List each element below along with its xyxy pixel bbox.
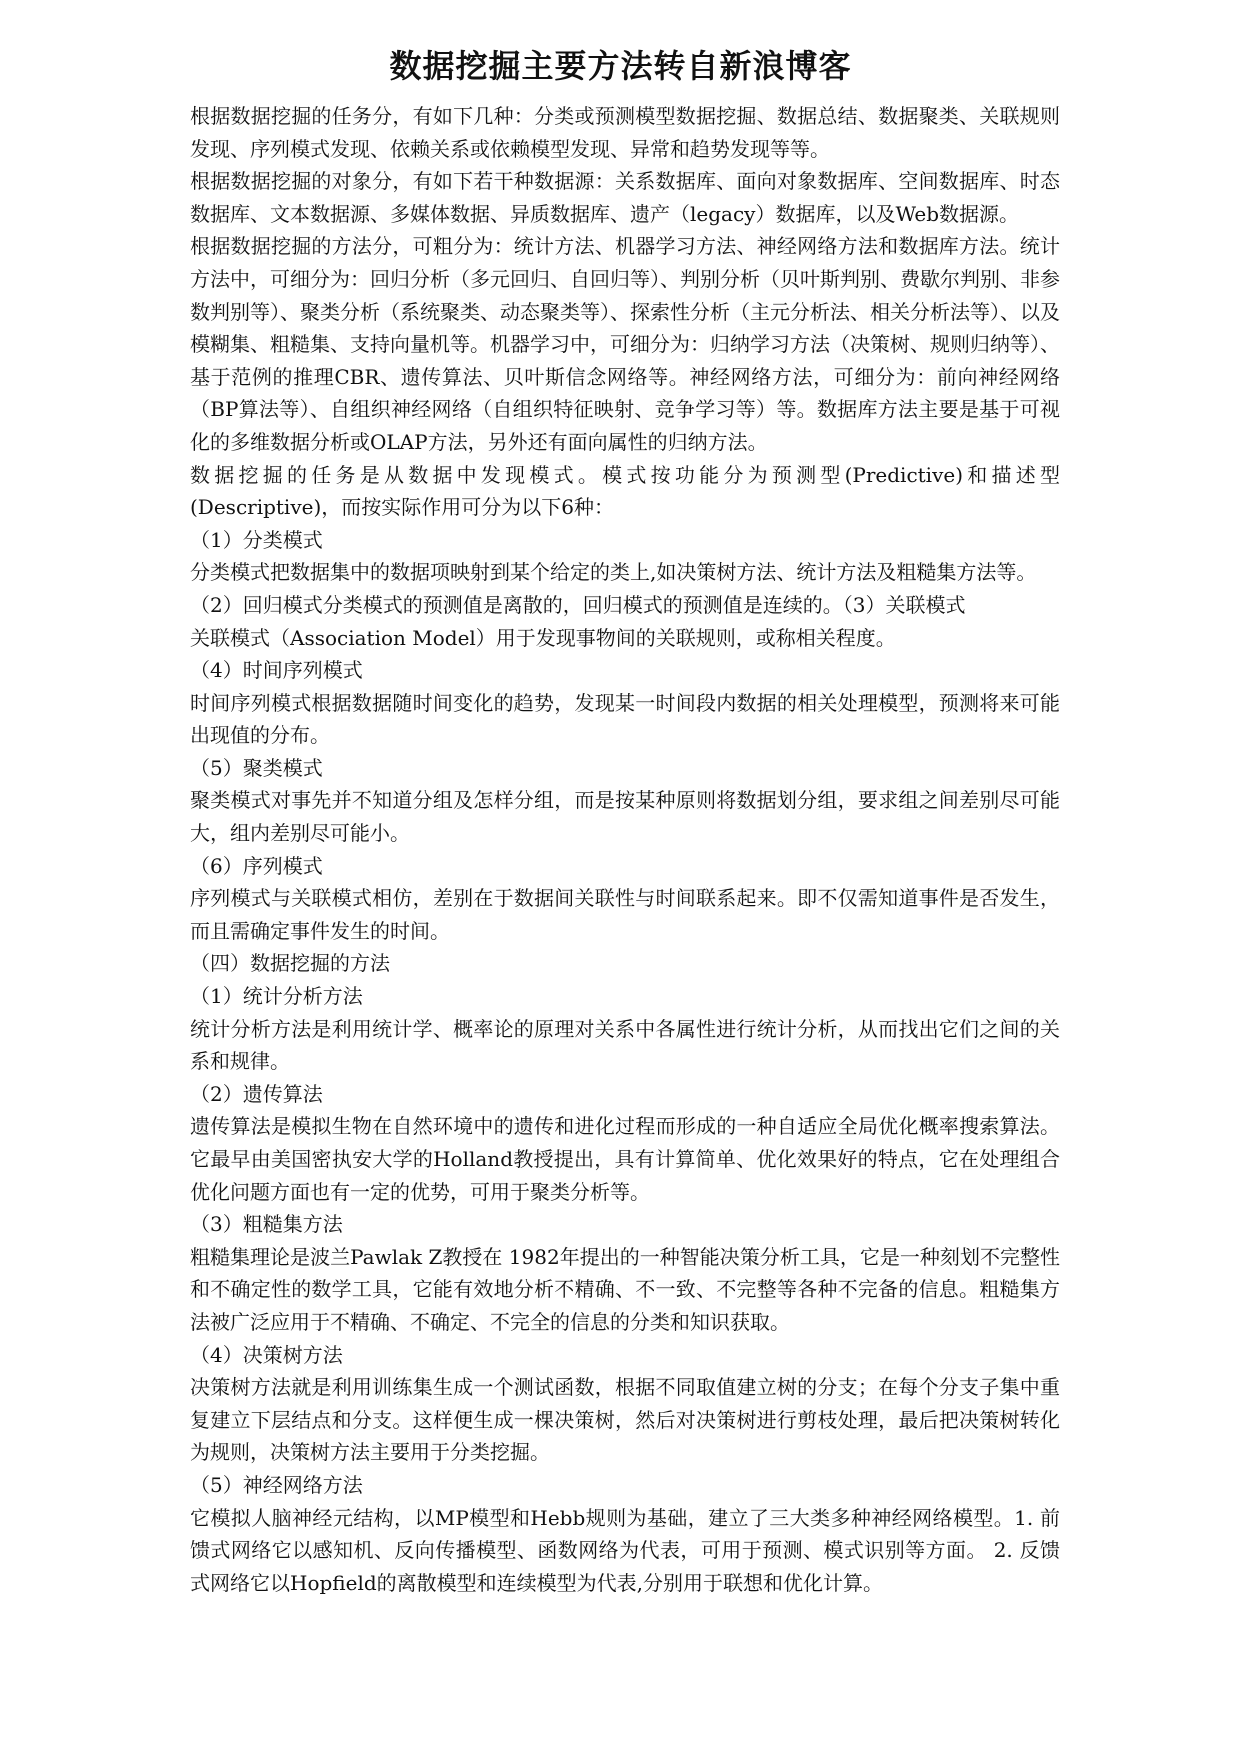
section-heading: （四）数据挖掘的方法 [190,951,390,976]
section-heading: （5）神经网络方法 [190,1472,363,1497]
paragraph-time-series-pattern: 时间序列模式根据数据随时间变化的趋势，发现某一时间段内数据的相关处理模型，预测将来可能出现值的分布。 [190,690,1060,748]
document-title: 数据挖掘主要方法转自新浪博客 [389,47,852,85]
paragraph-data-sources: 根据数据挖掘的对象分，有如下若干种数据源：关系数据库、面向对象数据库、空间数据库、时态数据库、文本数据源、多媒体数据、异质数据库、遗产（legacy）数据库，以及Web数据源。 [190,169,1060,226]
paragraph-statistical-analysis: 统计分析方法是利用统计学、概率论的原理对关系中各属性进行统计分析，从而找出它们之间的关系和规律。 [190,1016,1060,1074]
paragraph-classification-pattern: 分类模式把数据集中的数据项映射到某个给定的类上,如决策树方法、统计方法及粗糙集方法等。 [190,560,1037,585]
paragraph-clustering-pattern: 聚类模式对事先并不知道分组及怎样分组，而是按某种原则将数据划分组，要求组之间差别尽可能大，组内差别尽可能小。 [190,788,1060,846]
paragraph-task-classification: 根据数据挖掘的任务分，有如下几种：分类或预测模型数据挖掘、数据总结、数据聚类、关联规则发现、序列模式发现、依赖关系或依赖模型发现、异常和趋势发现等等。 [190,104,1060,161]
section-heading: （4）决策树方法 [190,1342,343,1367]
section-heading: （6）序列模式 [190,853,323,878]
paragraph-decision-tree: 决策树方法就是利用训练集生成一个测试函数，根据不同取值建立树的分支；在每个分支子集中重复建立下层结点和分支。这样便生成一棵决策树，然后对决策树进行剪枝处理，最后把决策树转化为规则，决策树方法主要用于分类挖掘。 [190,1375,1060,1465]
section-heading: （1）统计分析方法 [190,984,363,1009]
paragraph-neural-network: 它模拟人脑神经元结构，以MP模型和Hebb规则为基础，建立了三大类多种神经网络模型。1. 前馈式网络它以感知机、反向传播模型、函数网络为代表，可用于预测、模式识别等方面。 2. 反馈式网络它以Hopfield的离散模型和连续模型为代表,分别用于联想和优化计算。 [190,1505,1060,1595]
paragraph-sequence-pattern: 序列模式与关联模式相仿，差别在于数据间关联性与时间联系起来。即不仅需知道事件是否发生，而且需确定事件发生的时间。 [190,886,1060,943]
section-heading: （3）粗糙集方法 [190,1212,343,1237]
paragraph-association-pattern: 关联模式（Association Model）用于发现事物间的关联规则，或称相关程度。 [190,625,896,650]
paragraph-rough-set: 粗糙集理论是波兰Pawlak Z教授在 1982年提出的一种智能决策分析工具，它是一种刻划不完整性和不确定性的数学工具，它能有效地分析不精确、不一致、不完整等各种不完备的信息。粗糙集方法被广泛应用于不精确、不确定、不完全的信息的分类和知识获取。 [190,1244,1060,1334]
paragraph-method-classification: 根据数据挖掘的方法分，可粗分为：统计方法、机器学习方法、神经网络方法和数据库方法。统计方法中，可细分为：回归分析（多元回归、自回归等）、判别分析（贝叶斯判别、费歇尔判别、非参数判别等）、聚类分析（系统聚类、动态聚类等）、探索性分析（主元分析法、相关分析法等）、以及模糊集、粗糙集、支持向量机等。机器学习中，可细分为：归纳学习方法（决策树、规则归纳等）、基于范例的推理CBR、遗传算法、贝叶斯信念网络等。神经网络方法，可细分为：前向神经网络（BP算法等）、自组织神经网络（自组织特征映射、竞争学习等）等。数据库方法主要是基于可视化的多维数据分析或OLAP方法，另外还有面向属性的归纳方法。 [190,234,1060,454]
section-heading: （2）回归模式分类模式的预测值是离散的，回归模式的预测值是连续的。（3）关联模式 [190,592,966,617]
section-heading: （2）遗传算法 [190,1081,323,1106]
paragraph-genetic-algorithm: 遗传算法是模拟生物在自然环境中的遗传和进化过程而形成的一种自适应全局优化概率搜索算法。它最早由美国密执安大学的Holland教授提出，具有计算简单、优化效果好的特点，它在处理组合优化问题方面也有一定的优势，可用于聚类分析等。 [190,1114,1060,1204]
section-heading: （4）时间序列模式 [190,658,363,683]
document-body [190,100,1060,1599]
section-heading: （5）聚类模式 [190,755,323,780]
section-heading: （1）分类模式 [190,527,323,552]
paragraph-pattern-types: 数据挖掘的任务是从数据中发现模式。模式按功能分为预测型(Predictive)和描述型(Descriptive)，而按实际作用可分为以下6种： [190,462,1060,520]
